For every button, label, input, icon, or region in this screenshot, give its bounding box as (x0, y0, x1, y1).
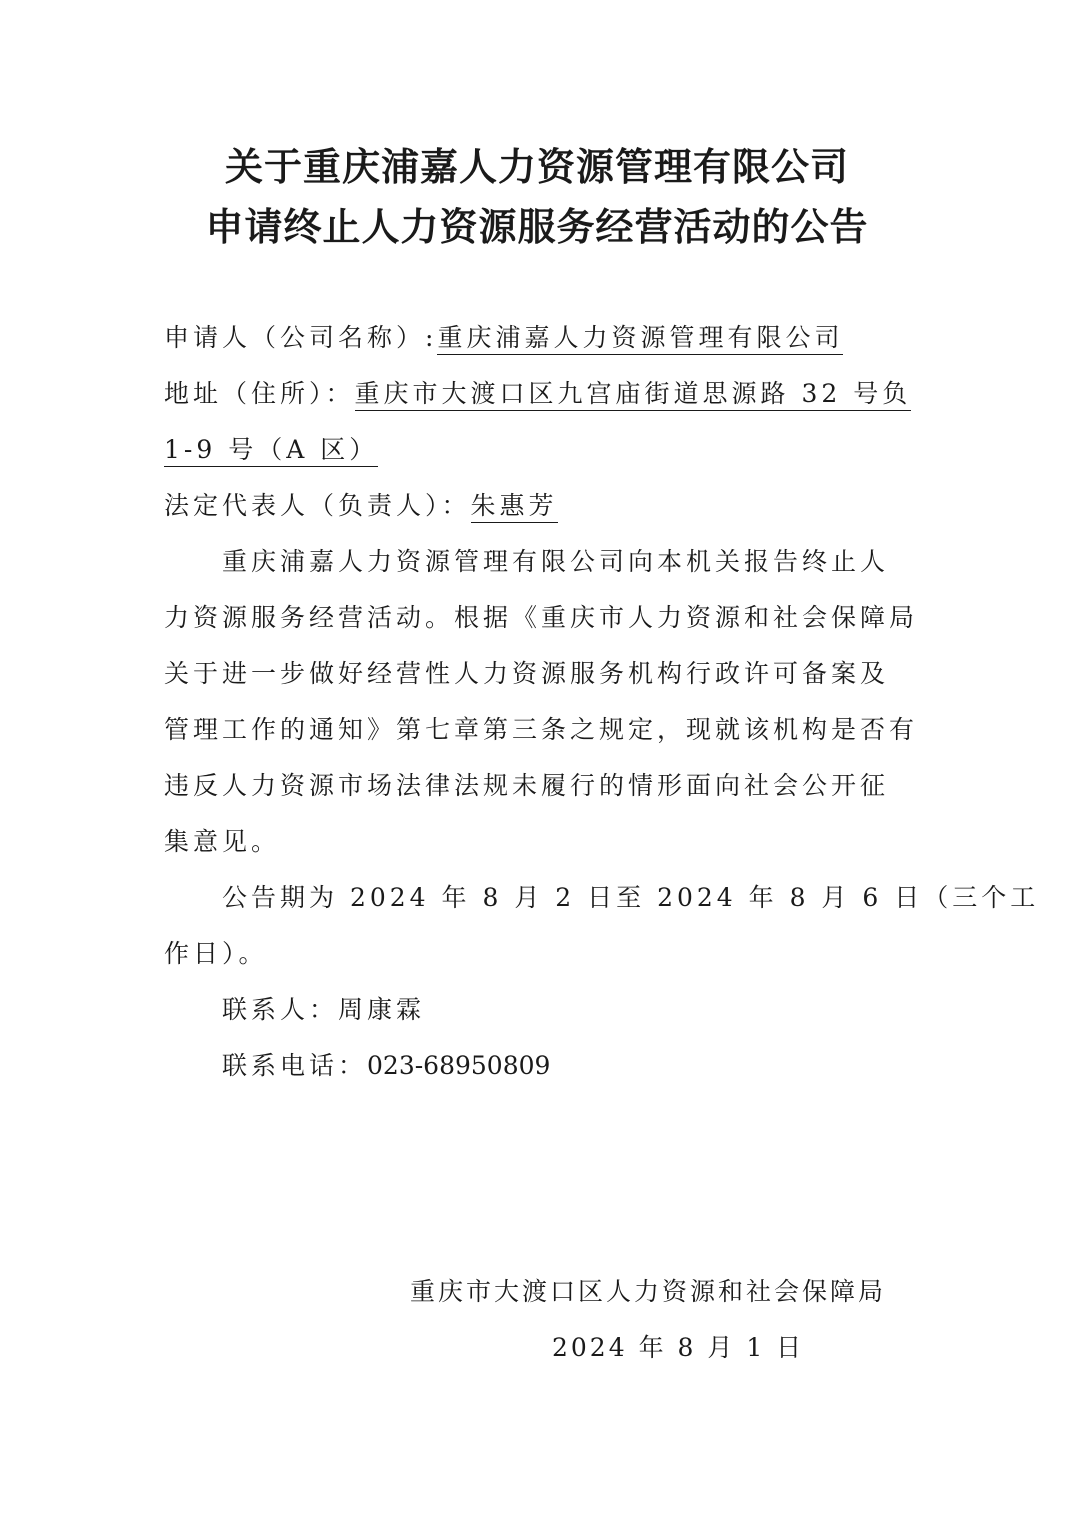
body-para1-line-1: 重庆浦嘉人力资源管理有限公司向本机关报告终止人 (222, 547, 890, 576)
legal-rep-row (164, 486, 558, 522)
body-para1-line-2: 力资源服务经营活动。根据《重庆市人力资源和社会保障局 (164, 603, 919, 632)
applicant-label: 申请人（公司名称）: (164, 323, 438, 352)
issue-date: 2024 年 8 月 1 日 (552, 1333, 805, 1362)
contact-phone-label: 联系电话： (222, 1051, 368, 1080)
body-para2-line-2: 作日）。 (164, 939, 268, 968)
contact-person-value: 周康霖 (338, 995, 426, 1024)
contact-person-label: 联系人： (222, 995, 339, 1024)
contact-phone-value: 023-68950809 (367, 1051, 551, 1080)
contact-person-row (222, 990, 425, 1026)
applicant-row (164, 318, 843, 354)
address-row-2 (164, 430, 378, 466)
contact-phone-row (222, 1046, 550, 1082)
address-value-line-2: 1-9 号（A 区） (164, 435, 378, 467)
title-line-2: 申请终止人力资源服务经营活动的公告 (205, 204, 869, 249)
body-para1-line-6: 集意见。 (164, 827, 281, 856)
address-label: 地址（住所）： (164, 379, 355, 408)
title-line-1: 关于重庆浦嘉人力资源管理有限公司 (224, 144, 849, 189)
applicant-value: 重庆浦嘉人力资源管理有限公司 (437, 323, 843, 355)
legal-rep-value: 朱惠芳 (471, 491, 558, 523)
body-para1-line-3: 关于进一步做好经营性人力资源服务机构行政许可备案及 (164, 659, 890, 688)
address-value-line-1: 重庆市大渡口区九宫庙街道思源路 32 号负 (355, 379, 912, 411)
legal-rep-label: 法定代表人（负责人）： (164, 491, 471, 520)
body-para1-line-5: 违反人力资源市场法律法规未履行的情形面向社会公开征 (164, 771, 890, 800)
address-row (164, 374, 911, 410)
issuer-name: 重庆市大渡口区人力资源和社会保障局 (410, 1277, 887, 1306)
body-para2-line-1: 公告期为 2024 年 8 月 2 日至 2024 年 8 月 6 日（三个工 (222, 883, 1040, 912)
body-para1-line-4: 管理工作的通知》第七章第三条之规定，现就该机构是否有 (164, 715, 919, 744)
